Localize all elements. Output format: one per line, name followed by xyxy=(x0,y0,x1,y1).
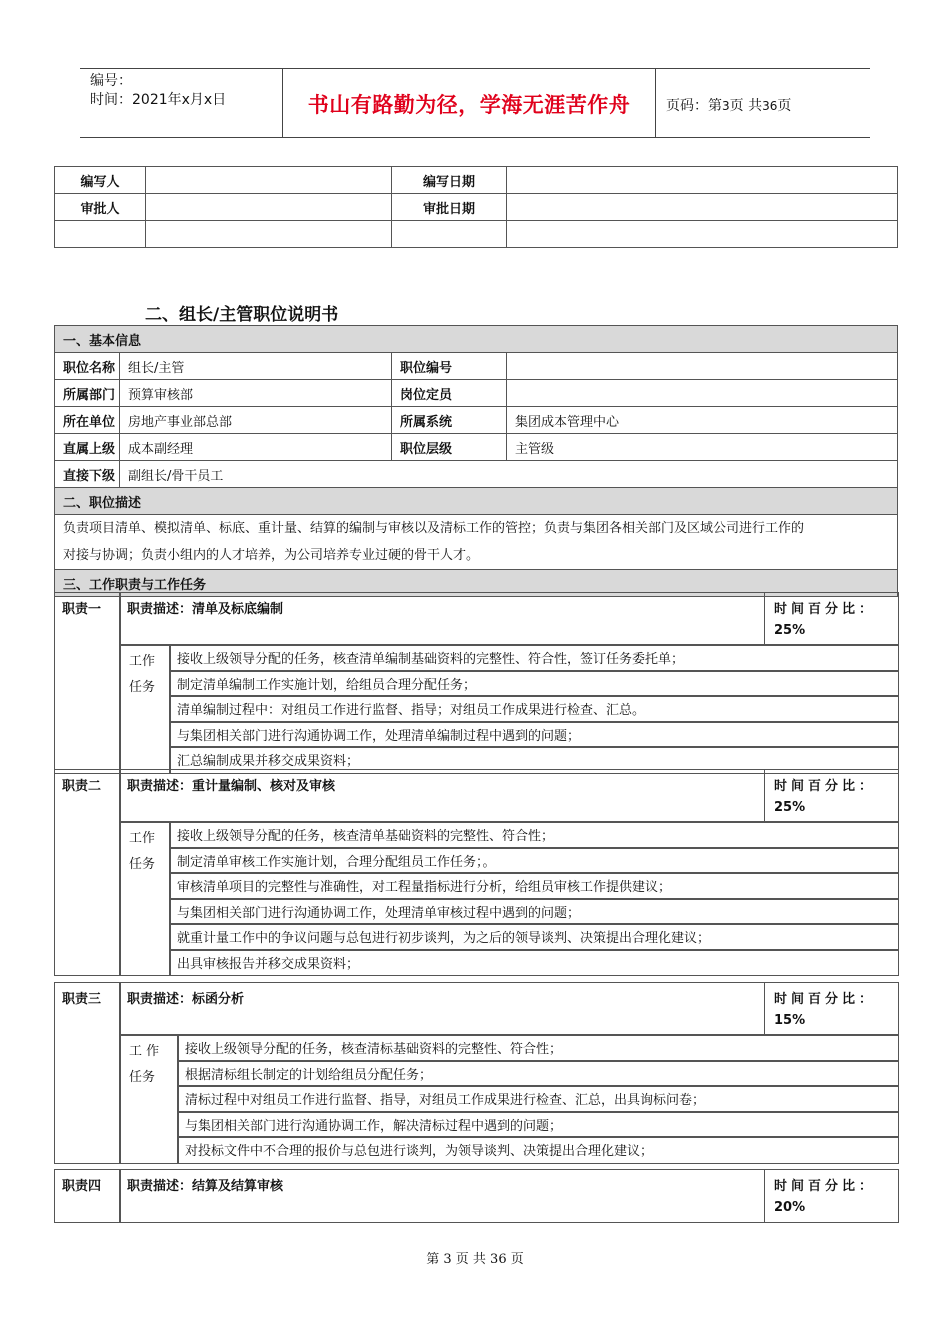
page-current: 3 xyxy=(722,99,730,113)
duty-desc: 职责描述：结算及结算审核 xyxy=(127,1179,284,1194)
section-heading-row xyxy=(55,488,898,515)
info-row xyxy=(55,461,898,488)
writer-label: 编写人 xyxy=(55,167,146,194)
task-item: 接收上级领导分配的任务，核查清标基础资料的完整性、符合性； xyxy=(185,1042,563,1057)
task-item: 出具审核报告并移交成果资料； xyxy=(177,956,360,972)
time-percent-label: 时间百分比： xyxy=(774,1179,877,1194)
document-number: 编号： xyxy=(90,73,132,89)
empty-cell xyxy=(55,221,146,248)
motto-text: 书山有路勤为径，学海无涯苦作舟 xyxy=(307,92,631,117)
info-label: 职位名称 xyxy=(55,353,120,380)
task-label: 任务 xyxy=(129,1070,156,1085)
info-label: 直属上级 xyxy=(55,434,120,461)
task-item: 接收上级领导分配的任务，核查清单编制基础资料的完整性、符合性，签订任务委托单； xyxy=(177,652,685,667)
signoff-row xyxy=(55,221,898,248)
desc-line: 对接与协调；负责小组内的人才培养，为公司培养专业过硬的骨干人才。 xyxy=(63,548,480,563)
info-row xyxy=(55,380,898,407)
time-percent-label: 时间百分比： xyxy=(774,992,877,1007)
duty-desc: 职责描述：标函分析 xyxy=(127,992,245,1007)
time-percent-label: 时间百分比： xyxy=(774,602,877,617)
task-item: 根据清标组长制定的计划给组员分配任务； xyxy=(185,1067,433,1083)
signoff-row xyxy=(55,194,898,221)
info-label: 岗位定员 xyxy=(392,380,507,407)
task-item: 清标过程中对组员工作进行监督、指导，对组员工作成果进行检查、汇总，出具询标问卷； xyxy=(185,1093,706,1108)
empty-cell xyxy=(392,221,507,248)
info-value xyxy=(507,380,898,407)
duty-name: 职责二 xyxy=(62,779,102,794)
duty-desc: 职责描述：清单及标底编制 xyxy=(127,602,284,617)
info-row xyxy=(55,407,898,434)
duty-name-cell xyxy=(54,769,121,976)
info-row xyxy=(55,353,898,380)
writer-value xyxy=(146,167,392,194)
page-mid: 页 共 xyxy=(729,98,763,114)
info-value: 副组长/骨干员工 xyxy=(120,461,898,488)
info-value: 房地产事业部总部 xyxy=(120,407,392,434)
task-item: 对投标文件中不合理的报价与总包进行谈判，为领导谈判、决策提出合理化建议； xyxy=(185,1144,654,1159)
info-value xyxy=(507,353,898,380)
task-item: 清单编制过程中：对组员工作进行监督、指导；对组员工作成果进行检查、汇总。 xyxy=(177,703,646,718)
task-label: 工 作 xyxy=(129,1044,160,1059)
page-suffix: 页 xyxy=(777,98,792,114)
approver-label: 审批人 xyxy=(55,194,146,221)
approver-value xyxy=(146,194,392,221)
desc-line: 负责项目清单、模拟清单、标底、重计量、结算的编制与审核以及清标工作的管控；负责与集团各相关部门及区域公司进行工作的 xyxy=(63,521,805,536)
time-percent-value: 25% xyxy=(774,800,806,815)
header-motto-cell xyxy=(283,69,656,137)
info-value: 组长/主管 xyxy=(120,353,392,380)
info-value: 成本副经理 xyxy=(120,434,392,461)
empty-cell xyxy=(146,221,392,248)
time-percent-value: 20% xyxy=(774,1200,806,1215)
time-percent-label: 时间百分比： xyxy=(774,779,877,794)
write-date-value xyxy=(507,167,898,194)
basic-info-heading: 一、基本信息 xyxy=(55,326,898,353)
task-item: 汇总编制成果并移交成果资料； xyxy=(177,754,360,769)
task-item: 与集团相关部门进行沟通协调工作，处理清单审核过程中遇到的问题； xyxy=(177,905,581,921)
page-total: 36 xyxy=(762,99,778,113)
info-label: 所属部门 xyxy=(55,380,120,407)
time-percent-value: 15% xyxy=(774,1013,806,1028)
task-item: 与集团相关部门进行沟通协调工作，处理清单编制过程中遇到的问题； xyxy=(177,728,581,744)
page-prefix: 页码：第 xyxy=(666,98,722,114)
section-title: 二、组长/主管职位说明书 xyxy=(145,305,339,325)
duty-name-cell xyxy=(54,592,121,774)
info-label: 所在单位 xyxy=(55,407,120,434)
duties-heading: 三、工作职责与工作任务 xyxy=(55,570,898,597)
basic-info-table xyxy=(54,325,898,597)
duty-name: 职责一 xyxy=(62,602,102,617)
position-desc-text xyxy=(55,515,898,570)
task-item: 审核清单项目的完整性与准确性，对工程量指标进行分析，给组员审核工作提供建议； xyxy=(177,880,672,895)
duty-name: 职责四 xyxy=(62,1179,102,1194)
section-heading-row xyxy=(55,326,898,353)
info-value: 集团成本管理中心 xyxy=(507,407,898,434)
info-label: 职位编号 xyxy=(392,353,507,380)
header-page-cell xyxy=(656,69,870,137)
approve-date-value xyxy=(507,194,898,221)
info-label: 所属系统 xyxy=(392,407,507,434)
write-date-label: 编写日期 xyxy=(392,167,507,194)
task-label: 工作 xyxy=(129,831,156,846)
duty-name: 职责三 xyxy=(62,992,102,1007)
header-left-cell xyxy=(80,69,283,137)
info-label: 直接下级 xyxy=(55,461,120,488)
header-page-number xyxy=(666,95,791,115)
info-value: 主管级 xyxy=(507,434,898,461)
task-item: 制定清单编制工作实施计划，给组员合理分配任务； xyxy=(177,677,477,693)
duty-name-cell xyxy=(54,982,121,1164)
task-item: 就重计量工作中的争议问题与总包进行初步谈判，为之后的领导谈判、决策提出合理化建议； xyxy=(177,931,711,946)
position-desc-heading: 二、职位描述 xyxy=(55,488,898,515)
position-desc-row xyxy=(55,515,898,570)
info-value: 预算审核部 xyxy=(120,380,392,407)
task-label: 任务 xyxy=(129,680,156,695)
task-item: 制定清单审核工作实施计划，合理分配组员工作任务；。 xyxy=(177,854,496,870)
page-footer: 第 3 页 共 36 页 xyxy=(426,1252,524,1267)
task-item: 接收上级领导分配的任务，核查清单基础资料的完整性、符合性； xyxy=(177,829,555,844)
task-label: 工作 xyxy=(129,654,156,669)
page-header xyxy=(80,68,870,138)
task-label: 任务 xyxy=(129,857,156,872)
info-label: 职位层级 xyxy=(392,434,507,461)
info-row xyxy=(55,434,898,461)
approve-date-label: 审批日期 xyxy=(392,194,507,221)
signoff-table xyxy=(54,166,898,248)
time-percent-value: 25% xyxy=(774,623,806,638)
empty-cell xyxy=(507,221,898,248)
document-time: 时间：2021年x月x日 xyxy=(90,92,227,108)
signoff-row xyxy=(55,167,898,194)
task-item: 与集团相关部门进行沟通协调工作，解决清标过程中遇到的问题； xyxy=(185,1118,563,1134)
duty-desc: 职责描述：重计量编制、核对及审核 xyxy=(127,779,336,794)
